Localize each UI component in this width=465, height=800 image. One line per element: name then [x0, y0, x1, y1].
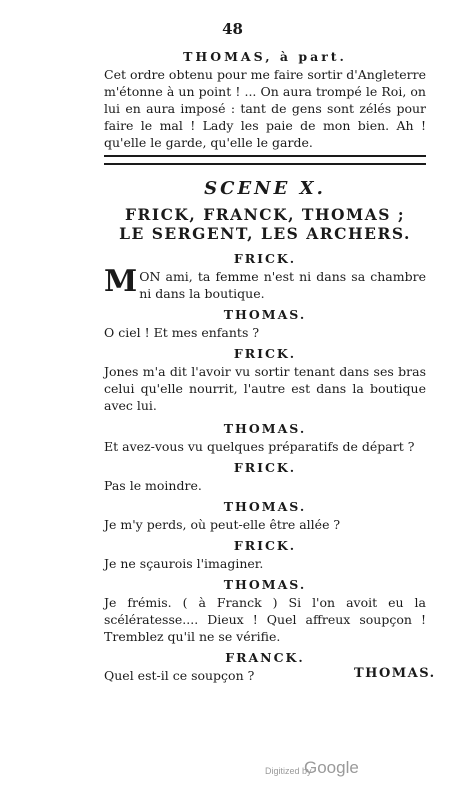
- dialogue-text: Je ne sçaurois l'imaginer.: [104, 556, 264, 571]
- speaker-label: THOMAS.: [223, 307, 307, 322]
- speaker-label: FRICK.: [233, 346, 297, 361]
- dialogue-text: Je frémis. ( à Franck ) Si l'on avoit eu la scélératesse.... Dieux ! Quel affreux soupçon ! Tremblez qu'il ne se vérifie.: [104, 595, 426, 644]
- cast-list: [104, 205, 426, 243]
- cast-line-2: LE SERGENT, LES ARCHERS.: [119, 224, 411, 243]
- speaker-label: THOMAS.: [223, 577, 307, 592]
- dialogue-text: Et avez-vous vu quelques préparatifs de départ ?: [104, 439, 415, 454]
- dialogue-text: O ciel ! Et mes enfants ?: [104, 325, 260, 340]
- speaker-label: FRICK.: [233, 251, 297, 266]
- passage-text: Cet ordre obtenu pour me faire sortir d'Angleterre m'étonne à un point ! ... On aura trompé le Roi, on lui en aura imposé : tant de gens sont zélés pour faire le mal ! Lady les paie de mon bien. Ah ! qu'elle le garde, qu'elle le garde.: [104, 67, 426, 150]
- scene-title: SCENE X.: [204, 178, 326, 199]
- speaker-label: FRICK.: [233, 460, 297, 475]
- catchword: THOMAS.: [354, 666, 436, 681]
- page-number: 48: [222, 20, 243, 38]
- dialogue-text: Pas le moindre.: [104, 478, 202, 493]
- dialogue-text: Quel est-il ce soupçon ?: [104, 668, 255, 683]
- dialogue-text: Jones m'a dit l'avoir vu sortir tenant dans ses bras celui qu'elle nourrit, l'autre est dans la boutique avec lui.: [104, 364, 426, 413]
- cast-line-1: FRICK, FRANCK, THOMAS ;: [124, 205, 406, 224]
- dialogue-block: [104, 250, 426, 684]
- speaker-label: FRICK.: [233, 538, 297, 553]
- section-divider: [104, 155, 426, 165]
- speaker-label: THOMAS, à part.: [183, 49, 347, 64]
- top-passage: [104, 48, 426, 151]
- dialogue-text: ON ami, ta femme n'est ni dans sa chambre ni dans la boutique.: [139, 269, 426, 301]
- speaker-label: THOMAS.: [223, 499, 307, 514]
- dialogue-line: [104, 264, 426, 302]
- dialogue-text: Je m'y perds, où peut-elle être allée ?: [104, 517, 341, 532]
- drop-cap: M: [104, 264, 138, 299]
- speaker-label: THOMAS.: [223, 421, 307, 436]
- google-watermark: Google: [304, 758, 359, 777]
- speaker-label: FRANCK.: [225, 650, 305, 665]
- digitized-by-label: Digitized by: [265, 766, 312, 776]
